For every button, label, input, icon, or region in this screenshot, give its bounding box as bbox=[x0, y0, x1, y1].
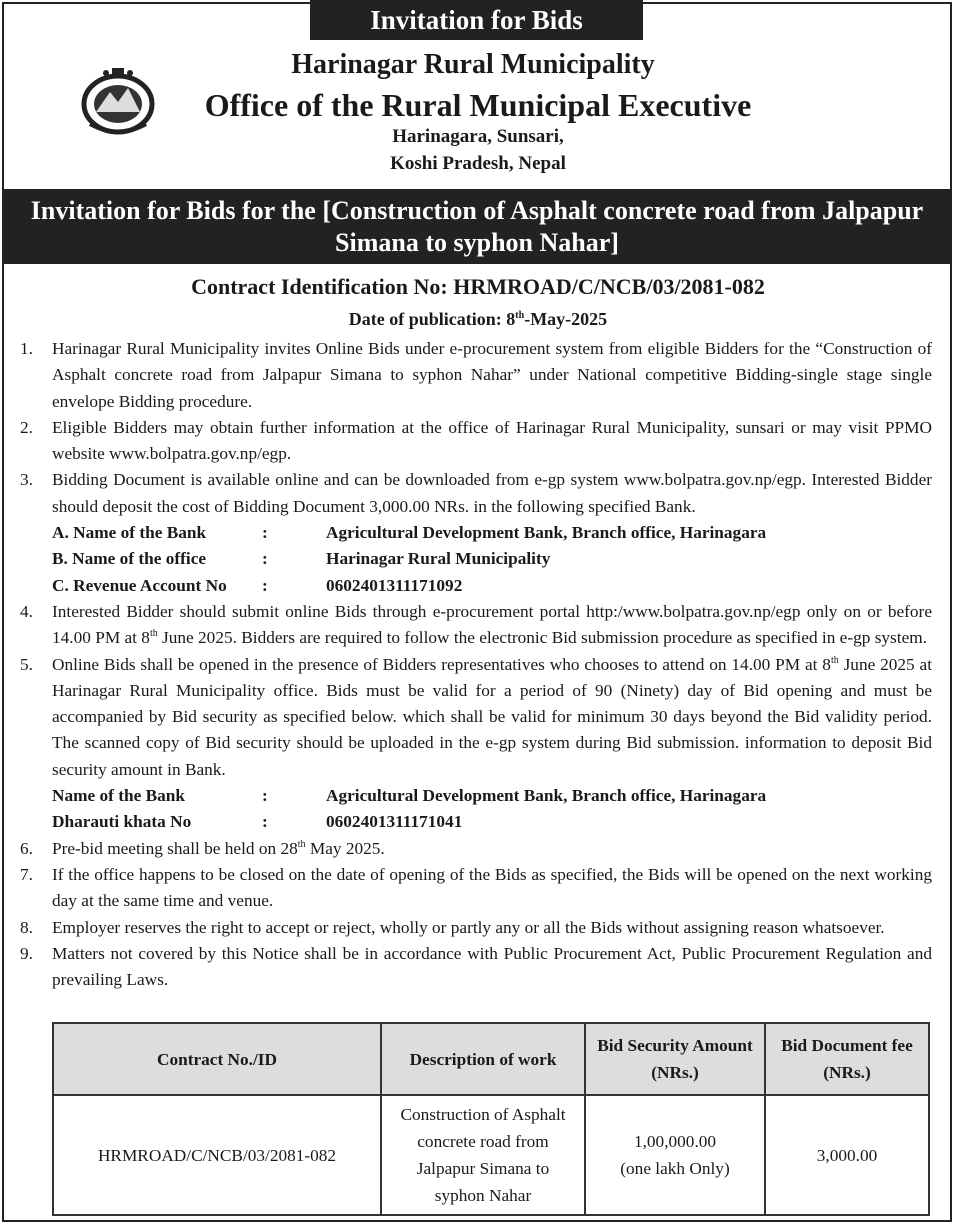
office-name: Office of the Rural Municipal Executive bbox=[204, 87, 752, 123]
list-item: 5. Online Bids shall be opened in the presence of Bidders representatives who chooses to attend on 14.00 PM at 8th June 2025 at Harinagar Rural Municipality office. Bids must be valid for a period of 90 (Ninety) day of Bid opening and must be accompanied by Bid security as specified below. which shall be valid for minimum 30 days beyond the Bid validity period. The scanned copy of Bid security should be uploaded in the e-gp system during Bid submission. information to deposit Bid security amount in Bank. bbox=[20, 654, 932, 779]
municipality-seal-icon bbox=[76, 64, 160, 138]
description-cell: Construction of Asphalt concrete road from Jalpapur Simana to syphon Nahar bbox=[381, 1095, 585, 1215]
organization-name: Harinagar Rural Municipality bbox=[291, 49, 655, 80]
notice-title-line2: Simana to syphon Nahar] bbox=[335, 228, 619, 257]
fee-cell: 3,000.00 bbox=[765, 1095, 929, 1215]
list-item: 9. Matters not covered by this Notice shall be in accordance with Public Procurement Act, Public Procurement Regulation and prevailing Laws. bbox=[20, 943, 932, 990]
security-cell: 1,00,000.00 (one lakh Only) bbox=[585, 1095, 765, 1215]
list-item: 3. Bidding Document is available online and can be downloaded from e-gp system www.bolpatra.gov.np/egp. Interested Bidder should deposit the cost of Bidding Document 3,000.00 NRs. in the following specified Bank. bbox=[20, 470, 932, 516]
security-bank-row: Name of the Bank : Agricultural Development Bank, Branch office, Harinagara bbox=[52, 786, 767, 806]
bank-detail-row: B. Name of the office : Harinagar Rural Municipality bbox=[52, 549, 551, 569]
list-item: 1. Harinagar Rural Municipality invites Online Bids under e-procurement system from eligible Bidders for the “Construction of Asphalt concrete road from Jalpapur Simana to syphon Nahar” under National competitive Bidding-single stage single envelope Bidding procedure. bbox=[20, 339, 932, 411]
bank-detail-row: A. Name of the Bank : Agricultural Development Bank, Branch office, Harinagara bbox=[52, 523, 767, 543]
list-item: 4. Interested Bidder should submit online Bids through e-procurement portal http:/www.bolpatra.gov.np/egp only on or before 14.00 PM at 8th June 2025. Bidders are required to follow the electronic Bid submission procedure as specified in e-gp system. bbox=[20, 601, 932, 648]
list-item: 8. Employer reserves the right to accept or reject, wholly or partly any or all the Bids without assigning reason whatsoever. bbox=[20, 917, 885, 937]
bid-summary-table bbox=[52, 1022, 930, 1216]
list-item: 7. If the office happens to be closed on the date of opening of the Bids as specified, the Bids will be opened on the next working day at the same time and venue. bbox=[20, 864, 932, 911]
bank-detail-row: C. Revenue Account No : 0602401311171092 bbox=[52, 575, 463, 595]
column-header: Bid Security Amount (NRs.) bbox=[585, 1023, 765, 1095]
list-item: 6. Pre-bid meeting shall be held on 28th May 2025. bbox=[20, 838, 385, 858]
contract-cell: HRMROAD/C/NCB/03/2081-082 bbox=[53, 1095, 381, 1215]
publication-date: Date of publication: 8th-May-2025 bbox=[348, 309, 608, 329]
address-line-2: Koshi Pradesh, Nepal bbox=[390, 153, 566, 174]
contract-identification: Contract Identification No: HRMROAD/C/NCB/03/2081-082 bbox=[191, 274, 765, 299]
address-line-1: Harinagara, Sunsari, bbox=[392, 126, 564, 147]
column-header: Bid Document fee (NRs.) bbox=[765, 1023, 929, 1095]
table-header-row bbox=[53, 1023, 929, 1095]
column-header: Description of work bbox=[381, 1023, 585, 1095]
list-item: 2. Eligible Bidders may obtain further information at the office of Harinagar Rural Municipality, sunsari or may visit PPMO website www.bolpatra.gov.np/egp. bbox=[20, 417, 932, 464]
banner: Invitation for Bids bbox=[310, 0, 643, 40]
table-row bbox=[53, 1095, 929, 1215]
notice-title bbox=[2, 189, 952, 264]
notice-title-line1: Invitation for Bids for the [Construction of Asphalt concrete road from Jalpapur bbox=[30, 196, 924, 225]
notice-items bbox=[20, 336, 932, 993]
column-header: Contract No./ID bbox=[53, 1023, 381, 1095]
security-bank-row: Dharauti khata No : 0602401311171041 bbox=[52, 812, 463, 832]
